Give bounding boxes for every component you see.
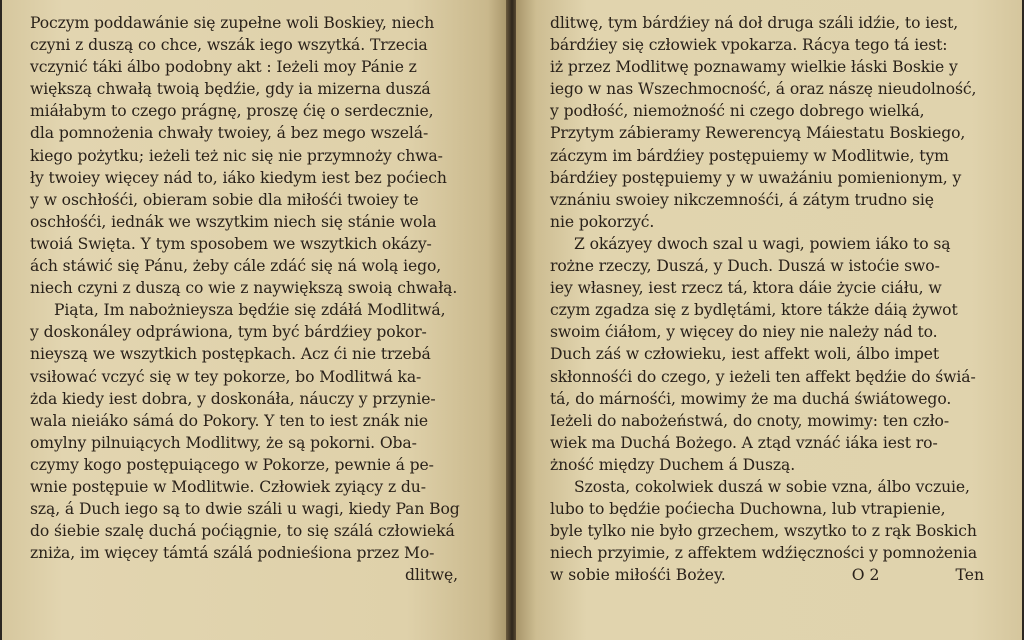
text-line: nieyszą we wszytkich postępkach. Acz ći nie trzebá — [30, 345, 431, 364]
left-page-catchword: dlitwę, — [404, 566, 458, 585]
text-line: dla pomnożenia chwały twoiey, á bez mego wszelá- — [30, 124, 429, 143]
text-line: dlitwę, tym bárdźiey ná doł druga száli idźie, to iest, — [550, 14, 959, 32]
text-line: oschłośći, iednák we wszytkim niech się stánie wola — [30, 212, 437, 231]
text-line: czym zgadza się z bydlętámi, ktore tákże dáią żywot — [550, 301, 958, 320]
text-line: Duch záś w człowieku, iest affekt woli, álbo impet — [550, 345, 940, 364]
text-line: Szosta, cokolwiek duszá w sobie vzna, álbo vczuie, — [574, 477, 970, 496]
text-line: Poczym poddawánie się zupełne woli Boskiey, niech — [30, 14, 435, 32]
text-line: skłonnośći do czego, y ieżeli ten affekt będźie do świá- — [550, 367, 976, 386]
text-line: vsiłować vczyć się w tey pokorze, bo Modlitwá ka- — [30, 367, 422, 386]
text-line: Piąta, Im nabożnieysza będźie się zdáłá Modlitwá, — [54, 301, 446, 320]
text-line: vznániu swoiey nikczemnośći, á zátym trudno się — [550, 190, 934, 209]
text-line: iego w nas Wszechmocność, á oraz nászę nieudolność, — [550, 80, 977, 99]
text-line: iey własney, iest rzecz tá, ktora dáie życie ciáłu, w — [550, 279, 942, 298]
text-line: wiek ma Duchá Bożego. A ztąd vznáć iáka iest ro- — [550, 433, 938, 452]
left-page — [2, 0, 508, 640]
text-line: czymy kogo postępuiącego w Pokorze, pewnie á pe- — [30, 455, 434, 474]
text-line: wnie postępuie w Modlitwie. Człowiek zyiący z du- — [30, 477, 426, 496]
text-line: rożne rzeczy, Duszá, y Duch. Duszá w istoćie swo- — [550, 257, 940, 276]
text-line: kiego pożytku; ieżeli też nic się nie przymnoży chwa- — [30, 146, 443, 165]
text-line: byle tylko nie było grzechem, wszytko to z rąk Boskich — [550, 522, 977, 541]
text-line: szą, á Duch iego są to dwie száli u wagi, kiedy Pan Bog — [30, 500, 460, 519]
right-page-last-line: w sobie miłośći Bożey. — [550, 566, 726, 585]
text-line: tá, do márnośći, mowimy że ma duchá świátowego. — [550, 389, 952, 408]
text-line: czyni z duszą co chce, wszák iego wszytká. Trzecia — [30, 36, 428, 55]
text-line: záczym im bárdźiey postępuiemy w Modlitwie, tym — [550, 146, 949, 165]
text-line: żność między Duchem á Duszą. — [550, 455, 796, 474]
text-line: niech czyni z duszą co wie z naywiększą swoią chwałą. — [30, 279, 458, 298]
text-line: bárdźiey się człowiek vpokarza. Rácya tego tá iest: — [550, 36, 948, 55]
right-page-text — [550, 12, 1004, 564]
text-line: ách stáwić się Pánu, żeby cále zdáć się ná wolą iego, — [30, 257, 442, 276]
text-line: żda kiedy iest dobra, y doskonáła, náuczy y przynie- — [30, 389, 436, 408]
text-line: miáłabym to czego prágnę, proszę ćię o serdecznie, — [30, 102, 434, 121]
signature-mark: O 2 — [851, 566, 880, 585]
text-line: Ieżeli do nabożeństwá, do cnoty, mowimy: ten czło- — [550, 411, 949, 430]
text-line: nie pokorzyć. — [550, 212, 655, 231]
text-line: ły twoiey więcey nád to, iáko kiedym iest bez poćiech — [30, 168, 447, 187]
right-page-catchword: Ten — [955, 566, 984, 585]
text-line: Przytym zábieramy Rewerencyą Máiestatu Boskiego, — [550, 124, 966, 143]
text-line: twoiá Swięta. Y tym sposobem we wszytkich okázy- — [30, 234, 432, 253]
left-page-text — [30, 12, 488, 564]
text-line: zniża, im więcey támtá szálá podnieśiona przez Mo- — [30, 544, 435, 563]
text-line: swoim ćiáłom, y więcey do niey nie należy nád to. — [550, 323, 938, 342]
text-line: lubo to będźie poćiecha Duchowna, lub vtrapienie, — [550, 500, 946, 519]
text-line: większą chwałą twoią będźie, gdy ia mizerna duszá — [30, 80, 431, 99]
text-line: y w oschłośći, obieram sobie dla miłośći twoiey te — [30, 190, 419, 209]
text-line: wala nieiáko sámá do Pokory. Y ten to iest znák nie — [30, 411, 428, 430]
text-line: iż przez Modlitwę poznawamy wielkie łáski Boskie y — [550, 58, 958, 77]
text-line: bárdźiey postępuiemy y w uważániu pomienionym, y — [550, 168, 962, 187]
text-line: y doskonáley odpráwiona, tym być bárdźiey pokor- — [30, 323, 427, 342]
text-line: niech przyimie, z affektem wdźięczności y pomnożenia — [550, 544, 978, 563]
text-line: y podłość, niemożność ni czego dobrego wielká, — [550, 102, 925, 121]
text-line: Z okázyey dwoch szal u wagi, powiem iáko to są — [574, 234, 951, 253]
right-page — [516, 0, 1022, 640]
text-line: omylny pilnuiących Modlitwy, że są pokorni. Oba- — [30, 433, 417, 452]
text-line: do śiebie szalę duchá poćiągnie, to się szálá człowieká — [30, 522, 455, 541]
right-page-footer — [550, 564, 1004, 586]
text-line: vczynić táki álbo podobny akt : Ieżeli moy Pánie z — [30, 58, 417, 77]
